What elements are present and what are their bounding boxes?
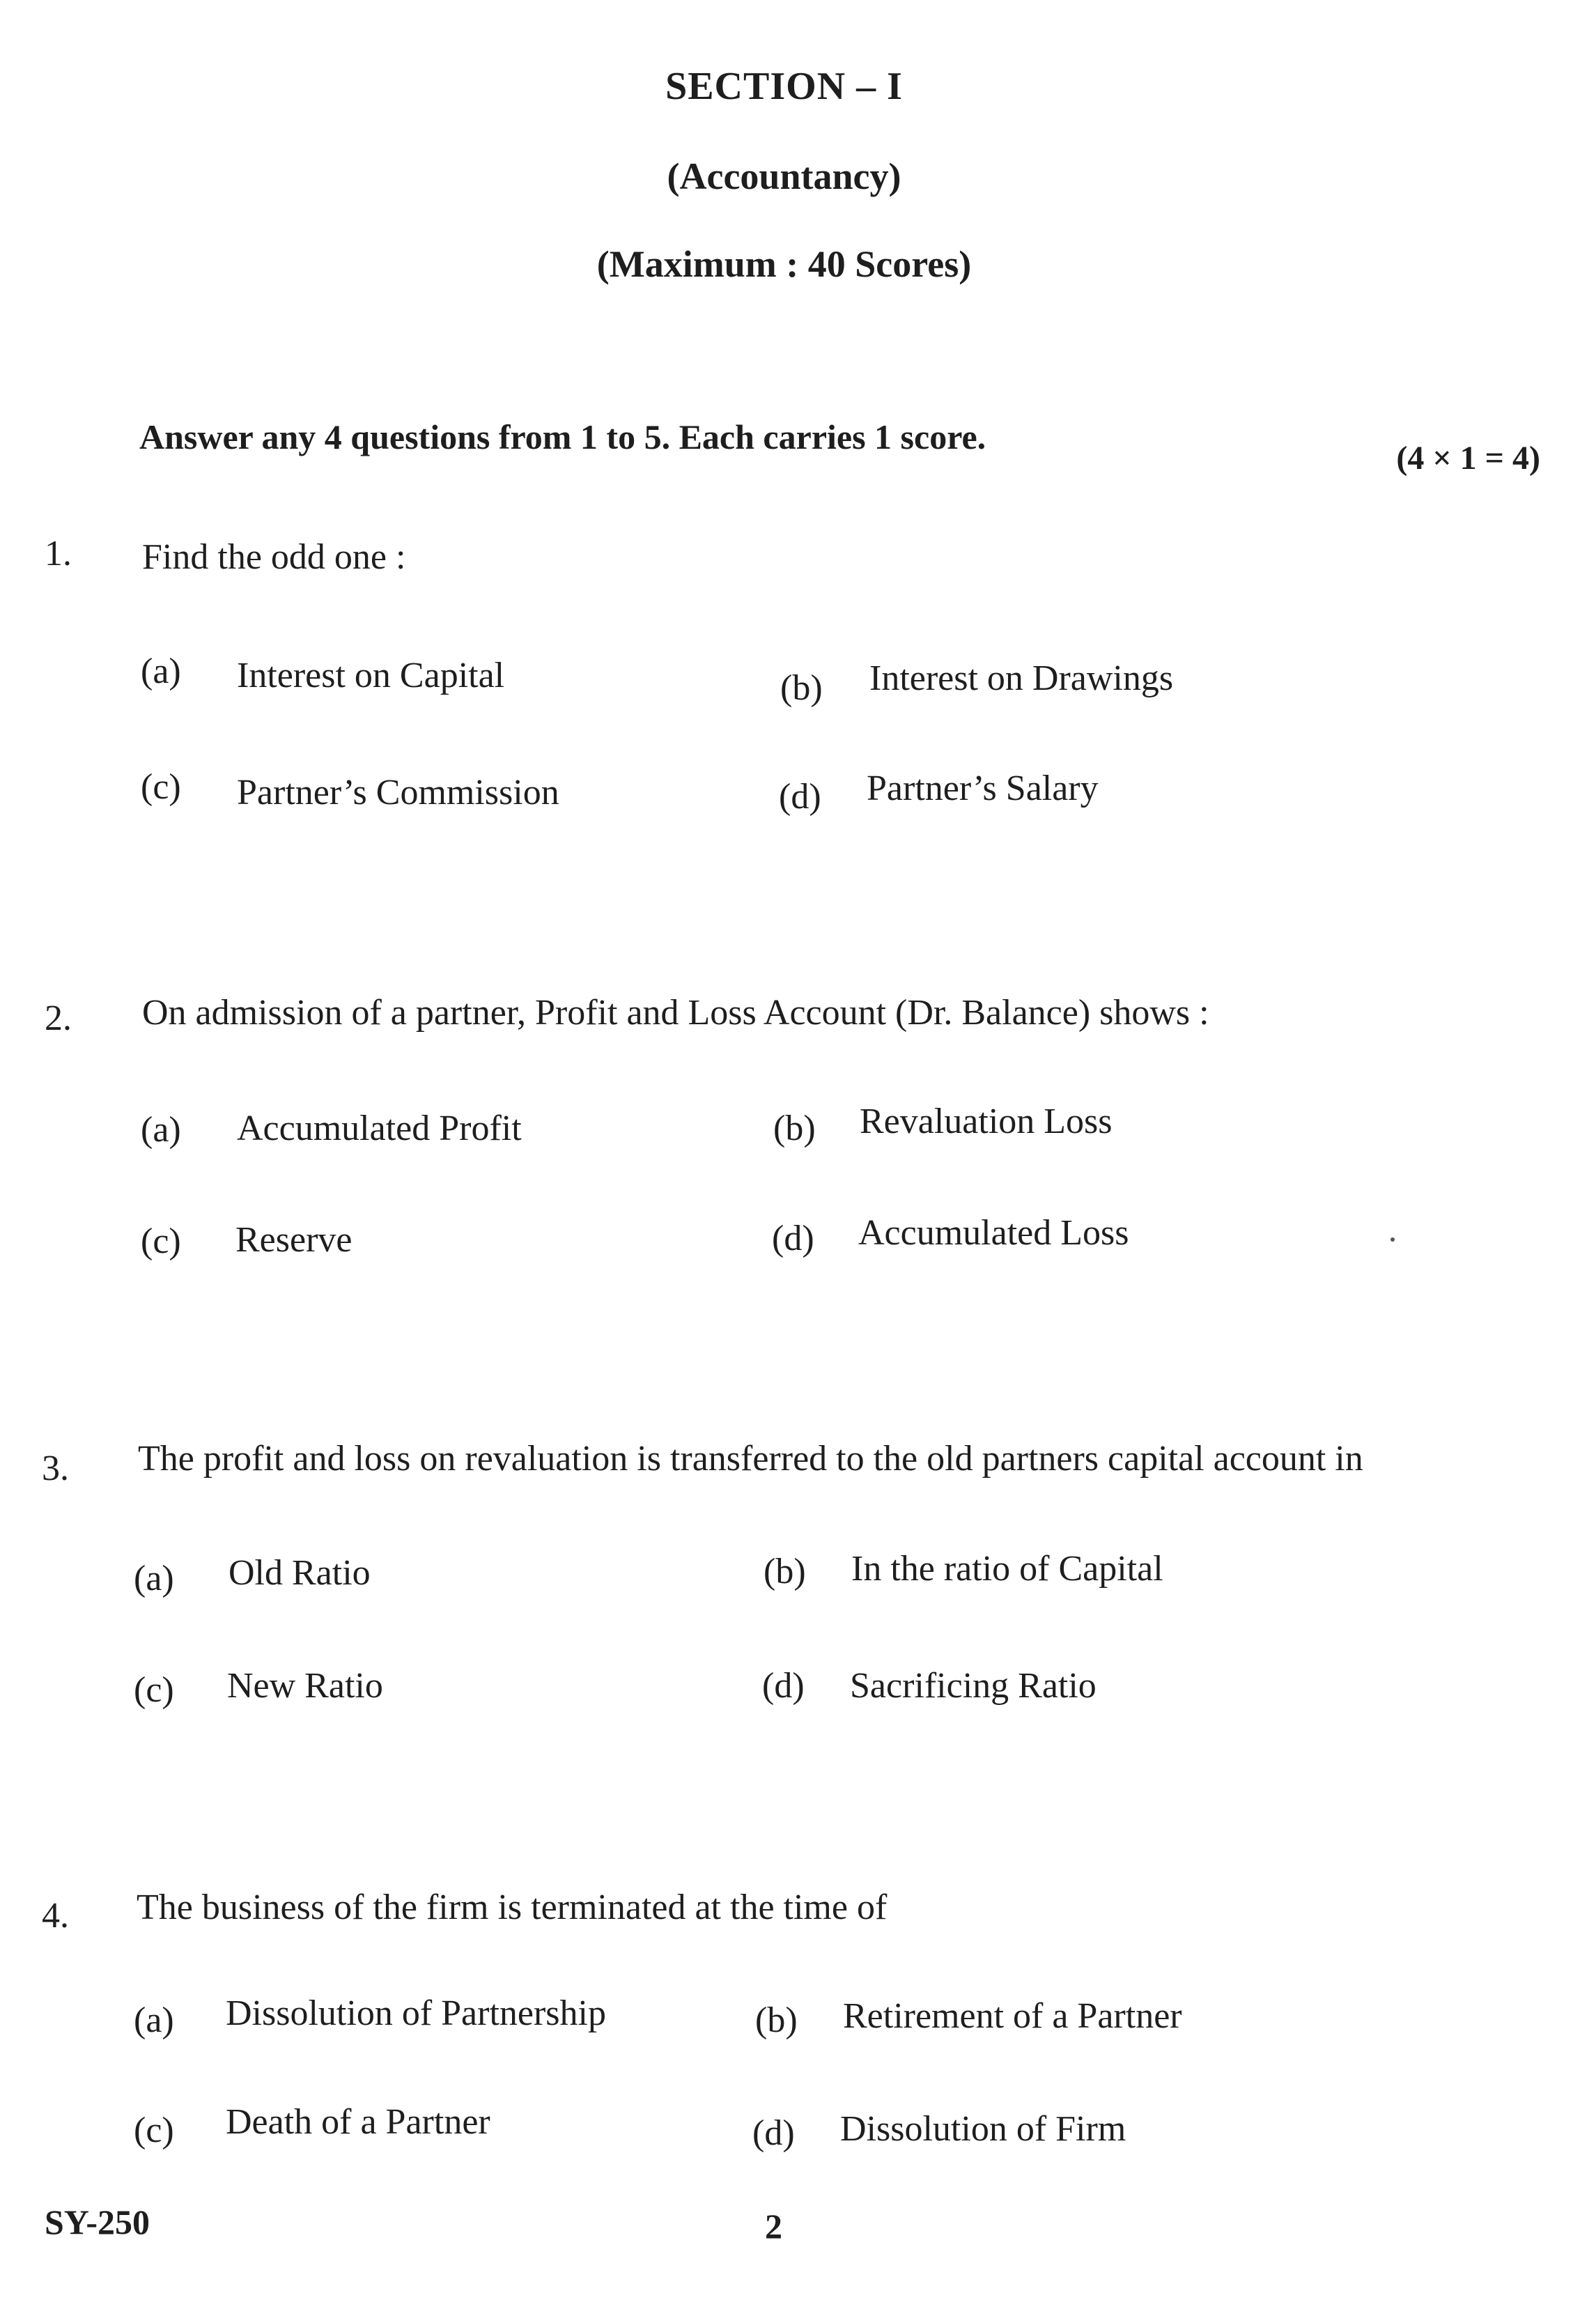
instruction-text: Answer any 4 questions from 1 to 5. Each carries 1 score. [139, 417, 986, 456]
question-text: On admission of a partner, Profit and Loss Account (Dr. Balance) shows : [142, 993, 1209, 1033]
option-text: Retirement of a Partner [843, 1996, 1182, 2036]
option-text: Interest on Drawings [869, 658, 1174, 698]
option-letter: (c) [141, 767, 181, 807]
option-text: Revaluation Loss [860, 1102, 1113, 1141]
question-number: 1. [45, 534, 72, 573]
question-number: 4. [42, 1896, 69, 1936]
section-title: SECTION – I [665, 65, 903, 108]
option-letter: (d) [779, 777, 821, 817]
option-text: Sacrificing Ratio [850, 1666, 1097, 1706]
option-text: In the ratio of Capital [851, 1549, 1163, 1589]
scan-speck [1390, 1237, 1395, 1242]
option-letter: (b) [764, 1552, 806, 1591]
question-text: The business of the firm is terminated at the time of [137, 1888, 888, 1927]
option-text: Death of a Partner [226, 2102, 490, 2142]
marks-allocation: (4 × 1 = 4) [1396, 440, 1540, 477]
option-letter: (c) [134, 1670, 174, 1710]
question-text: The profit and loss on revaluation is transferred to the old partners capital account in [138, 1439, 1363, 1479]
question-number: 3. [42, 1449, 69, 1488]
question-text: Find the odd one : [142, 537, 406, 577]
question-number: 2. [45, 998, 72, 1038]
option-letter: (b) [755, 2000, 798, 2040]
paper-code: SY-250 [45, 2202, 150, 2241]
option-letter: (a) [134, 2000, 174, 2040]
option-text: Partner’s Commission [237, 773, 559, 812]
option-text: Partner’s Salary [867, 769, 1099, 808]
subject-title: (Accountancy) [667, 155, 901, 197]
option-letter: (b) [780, 668, 823, 708]
option-letter: (c) [134, 2110, 174, 2150]
option-text: Accumulated Profit [237, 1109, 522, 1148]
option-text: Interest on Capital [237, 656, 505, 695]
page-number: 2 [765, 2207, 782, 2246]
option-letter: (c) [141, 1221, 181, 1261]
option-text: New Ratio [227, 1666, 383, 1706]
option-letter: (a) [134, 1559, 174, 1598]
option-letter: (a) [141, 1110, 181, 1150]
max-score: (Maximum : 40 Scores) [596, 243, 972, 285]
option-text: Dissolution of Firm [840, 2109, 1126, 2149]
option-text: Dissolution of Partnership [226, 1993, 606, 2033]
option-letter: (d) [772, 1219, 814, 1258]
option-text: Old Ratio [228, 1553, 371, 1593]
option-text: Reserve [235, 1220, 352, 1260]
option-letter: (a) [141, 651, 181, 691]
option-letter: (b) [773, 1109, 816, 1148]
option-text: Accumulated Loss [858, 1213, 1129, 1253]
option-letter: (d) [752, 2113, 795, 2153]
option-letter: (d) [762, 1666, 805, 1706]
